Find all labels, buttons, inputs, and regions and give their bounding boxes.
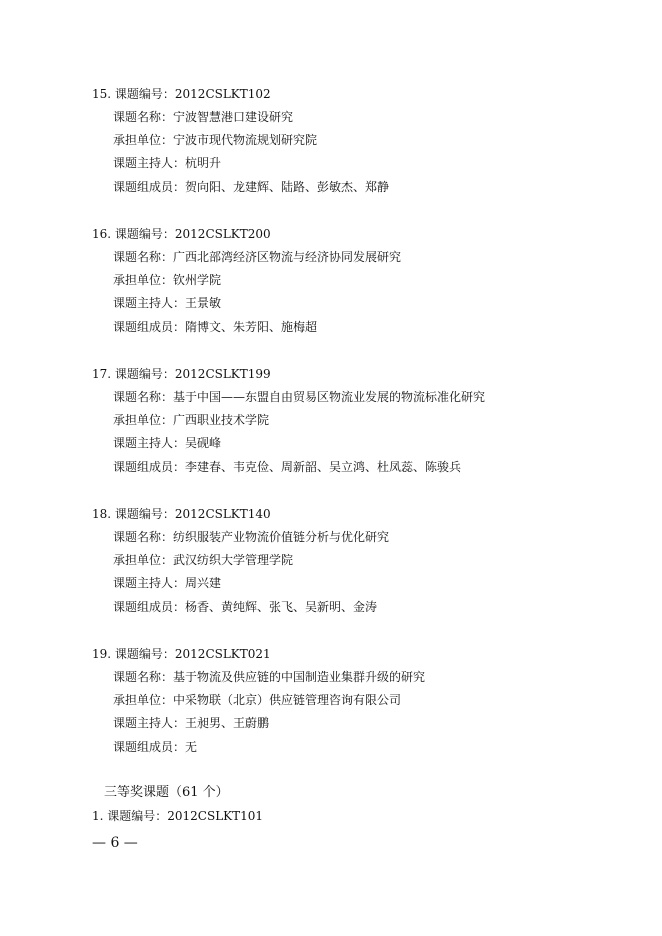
project-16-name: 课题名称：广西北部湾经济区物流与经济协同发展研究 (113, 250, 402, 264)
project-15-members: 课题组成员：贺向阳、龙建辉、陆路、彭敏杰、郑静 (113, 180, 390, 194)
project-18-host: 课题主持人：周兴建 (113, 576, 222, 590)
project-18-members: 课题组成员：杨香、黄纯辉、张飞、吴新明、金涛 (113, 600, 378, 614)
project-16-host: 课题主持人：王景敏 (113, 296, 222, 310)
project-16-unit: 承担单位：钦州学院 (113, 273, 222, 287)
project-17-host: 课题主持人：吴砚峰 (113, 436, 222, 450)
project-16-number: 16. 课题编号：2012CSLKT200 (92, 227, 271, 241)
project-17-unit: 承担单位：广西职业技术学院 (113, 413, 270, 427)
project-15-number: 15. 课题编号：2012CSLKT102 (92, 87, 271, 101)
project-15-host: 课题主持人：杭明升 (113, 156, 222, 170)
project-17-members: 课题组成员：李建春、韦克俭、周新韶、吴立鸿、杜凤蕊、陈骏兵 (113, 460, 462, 474)
page-number: — 6 — (92, 835, 138, 851)
project-19-host: 课题主持人：王昶男、王蔚鹏 (113, 716, 270, 730)
project-15-name: 课题名称：宁波智慧港口建设研究 (113, 110, 294, 124)
project-18-unit: 承担单位：武汉纺织大学管理学院 (113, 553, 294, 567)
project-18-name: 课题名称：纺织服装产业物流价值链分析与优化研究 (113, 530, 390, 544)
project-16-members: 课题组成员：隋博文、朱芳阳、施梅超 (113, 320, 318, 334)
project-19-number: 19. 课题编号：2012CSLKT021 (92, 647, 271, 661)
project-18-number: 18. 课题编号：2012CSLKT140 (92, 507, 271, 521)
project-19-members: 课题组成员：无 (113, 740, 198, 754)
project-17-number: 17. 课题编号：2012CSLKT199 (92, 367, 271, 381)
project-19-unit: 承担单位：中采物联（北京）供应链管理咨询有限公司 (113, 693, 402, 707)
third-prize-item-1-number: 1. 课题编号：2012CSLKT101 (92, 809, 264, 823)
project-19-name: 课题名称：基于物流及供应链的中国制造业集群升级的研究 (113, 670, 426, 684)
section-title: 三等奖课题（61 个） (104, 785, 229, 800)
project-17-name: 课题名称：基于中国——东盟自由贸易区物流业发展的物流标准化研究 (113, 390, 486, 404)
project-15-unit: 承担单位：宁波市现代物流规划研究院 (113, 133, 318, 147)
